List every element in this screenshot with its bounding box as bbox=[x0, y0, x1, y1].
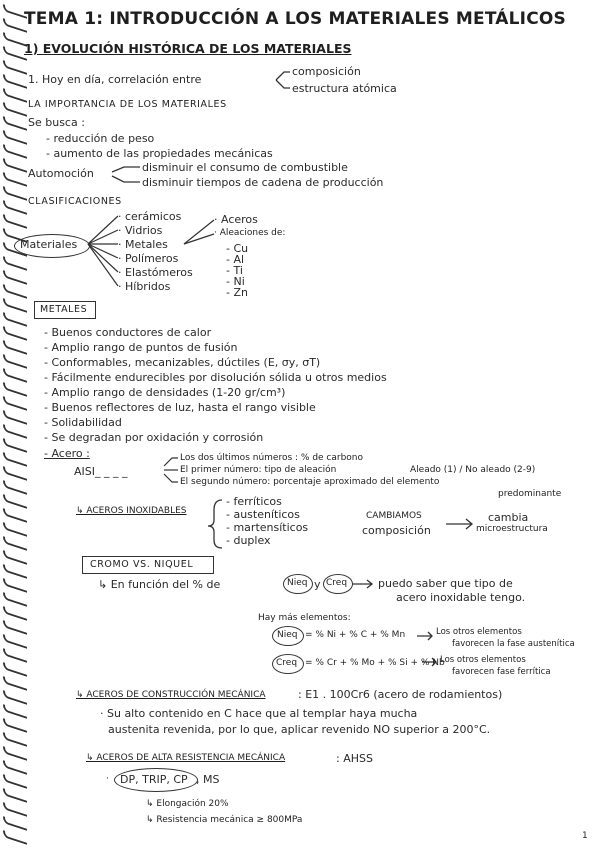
spiral-coil bbox=[3, 396, 27, 411]
spiral-coil bbox=[3, 410, 27, 425]
metales-sub-aleaciones: · Aleaciones de: bbox=[214, 228, 286, 238]
cambiamos-label: CAMBIAMOS bbox=[366, 511, 422, 521]
spiral-coil bbox=[3, 60, 27, 75]
section-heading-evolucion: 1) EVOLUCIÓN HISTÓRICA DE LOS MATERIALES bbox=[24, 41, 352, 56]
spiral-coil bbox=[3, 634, 27, 649]
material-item-5: · Híbridos bbox=[118, 280, 171, 293]
alta-types: DP, TRIP, CP bbox=[120, 773, 188, 786]
nieq-formula: = % Ni + % C + % Mn bbox=[305, 630, 406, 640]
inox-type-1: - austeníticos bbox=[226, 508, 300, 521]
spiral-coil bbox=[3, 816, 27, 831]
spiral-coil bbox=[3, 186, 27, 201]
ms-label: , MS bbox=[196, 773, 220, 786]
nieq-note-a: Los otros elementos bbox=[436, 627, 522, 637]
ahss-label: : AHSS bbox=[336, 752, 373, 765]
spiral-coil bbox=[3, 200, 27, 215]
nieq-note-b: favorecen la fase austenítica bbox=[452, 639, 575, 649]
spiral-coil bbox=[3, 676, 27, 691]
spiral-coil bbox=[3, 284, 27, 299]
spiral-coil bbox=[3, 830, 27, 845]
spiral-coil bbox=[3, 648, 27, 663]
spiral-coil bbox=[3, 620, 27, 635]
alta-bullet: · bbox=[106, 774, 109, 784]
aisi-line-1: El primer número: tipo de aleación bbox=[180, 465, 337, 475]
inox-heading: ↳ ACEROS INOXIDABLES bbox=[76, 506, 187, 516]
aisi-predominante: predominante bbox=[498, 489, 562, 499]
metales-sub-aceros: · Aceros bbox=[214, 213, 258, 226]
cromo-heading: CROMO VS. NIQUEL bbox=[90, 559, 194, 570]
spiral-coil bbox=[3, 536, 27, 551]
inox-type-2: - martensíticos bbox=[226, 521, 309, 534]
spiral-coil bbox=[3, 550, 27, 565]
material-item-0: · cerámicos bbox=[118, 210, 182, 223]
clasificaciones-heading: CLASIFICACIONES bbox=[28, 196, 122, 207]
spiral-coil bbox=[3, 130, 27, 145]
spiral-coil bbox=[3, 788, 27, 803]
inox-type-0: - ferríticos bbox=[226, 495, 282, 508]
metales-prop-4: - Amplio rango de densidades (1-20 gr/cm³) bbox=[44, 386, 286, 399]
spiral-coil bbox=[3, 802, 27, 817]
acero-label: - Acero : bbox=[44, 447, 90, 460]
metales-prop-5: - Buenos reflectores de luz, hasta el rango visible bbox=[44, 401, 316, 414]
metales-prop-2: - Conformables, mecanizables, dúctiles (E, σy, σT) bbox=[44, 356, 321, 369]
spiral-coil bbox=[3, 438, 27, 453]
aleacion-1: - Al bbox=[226, 253, 245, 266]
constr-heading: ↳ ACEROS DE CONSTRUCCIÓN MECÁNICA bbox=[76, 690, 266, 700]
materiales-label: Materiales bbox=[20, 238, 78, 251]
s1-branch-estructura: estructura atómica bbox=[292, 82, 397, 95]
spiral-coil bbox=[3, 214, 27, 229]
creq-formula-label: Creq bbox=[276, 658, 298, 668]
s1-text: 1. Hoy en día, correlación entre bbox=[28, 73, 202, 86]
cromo-line-c: acero inoxidable tengo. bbox=[396, 591, 526, 604]
spiral-coil bbox=[3, 494, 27, 509]
nieq-label: Nieq bbox=[287, 578, 308, 588]
aisi-label: AISI_ _ _ _ bbox=[74, 465, 128, 478]
spiral-coil bbox=[3, 144, 27, 159]
spiral-coil bbox=[3, 116, 27, 131]
cambia-label: cambia bbox=[488, 511, 529, 524]
spiral-coil bbox=[3, 480, 27, 495]
spiral-coil bbox=[3, 508, 27, 523]
spiral-coil bbox=[3, 732, 27, 747]
alta-heading: ↳ ACEROS DE ALTA RESISTENCIA MECÁNICA bbox=[86, 753, 286, 763]
spiral-coil bbox=[3, 774, 27, 789]
creq-label: Creq bbox=[326, 578, 348, 588]
busca-item-1: - aumento de las propiedades mecánicas bbox=[46, 147, 273, 160]
material-item-4: · Elastómeros bbox=[118, 266, 193, 279]
metales-prop-3: - Fácilmente endurecibles por disolución sólida u otros medios bbox=[44, 371, 387, 384]
spiral-coil bbox=[3, 718, 27, 733]
spiral-coil bbox=[3, 312, 27, 327]
spiral-coil bbox=[3, 382, 27, 397]
resistencia: ↳ Resistencia mecánica ≥ 800MPa bbox=[146, 815, 303, 825]
aleacion-0: - Cu bbox=[226, 242, 249, 255]
spiral-coil bbox=[3, 662, 27, 677]
busca-label: Se busca : bbox=[28, 116, 85, 129]
spiral-coil bbox=[3, 704, 27, 719]
material-item-3: · Polímeros bbox=[118, 252, 179, 265]
automocion-b: disminuir tiempos de cadena de producción bbox=[142, 176, 384, 189]
elongacion: ↳ Elongación 20% bbox=[146, 799, 229, 809]
hay-mas: Hay más elementos: bbox=[258, 613, 351, 623]
spiral-coil bbox=[3, 298, 27, 313]
spiral-binding bbox=[0, 0, 26, 848]
spiral-coil bbox=[3, 592, 27, 607]
spiral-coil bbox=[3, 424, 27, 439]
cromo-line-a: ↳ En función del % de bbox=[98, 578, 221, 591]
y-word: y bbox=[314, 578, 321, 591]
spiral-coil bbox=[3, 564, 27, 579]
spiral-coil bbox=[3, 102, 27, 117]
page-number: 1 bbox=[582, 831, 588, 841]
busca-item-0: - reducción de peso bbox=[46, 132, 155, 145]
importance-heading: LA IMPORTANCIA DE LOS MATERIALES bbox=[28, 99, 227, 110]
aisi-line-2: El segundo número: porcentaje aproximado del elemento bbox=[180, 477, 440, 487]
metales-prop-6: - Solidabilidad bbox=[44, 416, 122, 429]
creq-note-b: favorecen fase ferrítica bbox=[452, 667, 551, 677]
cromo-line-b: puedo saber que tipo de bbox=[378, 577, 513, 590]
metales-heading: METALES bbox=[40, 304, 88, 315]
spiral-coil bbox=[3, 354, 27, 369]
spiral-coil bbox=[3, 452, 27, 467]
microestructura-label: microestructura bbox=[476, 524, 548, 534]
aisi-aleado: Aleado (1) / No aleado (2-9) bbox=[410, 465, 536, 475]
spiral-coil bbox=[3, 522, 27, 537]
aleacion-3: - Ni bbox=[226, 275, 245, 288]
automocion-a: disminuir el consumo de combustible bbox=[142, 161, 348, 174]
spiral-coil bbox=[3, 368, 27, 383]
constr-line-a: · Su alto contenido en C hace que al templar haya mucha bbox=[100, 707, 418, 720]
metales-prop-7: - Se degradan por oxidación y corrosión bbox=[44, 431, 264, 444]
material-item-1: · Vidrios bbox=[118, 224, 163, 237]
spiral-coil bbox=[3, 256, 27, 271]
aisi-line-0: Los dos últimos números : % de carbono bbox=[180, 453, 364, 463]
spiral-coil bbox=[3, 172, 27, 187]
spiral-coil bbox=[3, 158, 27, 173]
spiral-coil bbox=[3, 746, 27, 761]
metales-prop-1: - Amplio rango de puntos de fusión bbox=[44, 341, 238, 354]
spiral-coil bbox=[3, 74, 27, 89]
spiral-coil bbox=[3, 690, 27, 705]
aleacion-2: - Ti bbox=[226, 264, 243, 277]
inox-type-3: - duplex bbox=[226, 534, 271, 547]
metales-prop-0: - Buenos conductores de calor bbox=[44, 326, 212, 339]
spiral-coil bbox=[3, 88, 27, 103]
spiral-coil bbox=[3, 606, 27, 621]
spiral-coil bbox=[3, 270, 27, 285]
spiral-coil bbox=[3, 466, 27, 481]
s1-branch-composicion: composición bbox=[292, 65, 361, 78]
constr-text: : E1 . 100Cr6 (acero de rodamientos) bbox=[298, 688, 503, 701]
automocion-label: Automoción bbox=[28, 167, 94, 180]
constr-line-b: austenita revenida, por lo que, aplicar revenido NO superior a 200°C. bbox=[108, 723, 491, 736]
spiral-coil bbox=[3, 326, 27, 341]
composicion-label: composición bbox=[362, 524, 431, 537]
nieq-formula-label: Nieq bbox=[277, 630, 298, 640]
spiral-coil bbox=[3, 578, 27, 593]
creq-formula: = % Cr + % Mo + % Si + % Nb bbox=[305, 658, 445, 668]
spiral-coil bbox=[3, 760, 27, 775]
page-title: TEMA 1: INTRODUCCIÓN A LOS MATERIALES METÁLICOS bbox=[24, 9, 566, 29]
spiral-coil bbox=[3, 340, 27, 355]
creq-note-a: Los otros elementos bbox=[440, 655, 526, 665]
aleacion-4: - Zn bbox=[226, 286, 248, 299]
material-item-2: · Metales bbox=[118, 238, 168, 251]
